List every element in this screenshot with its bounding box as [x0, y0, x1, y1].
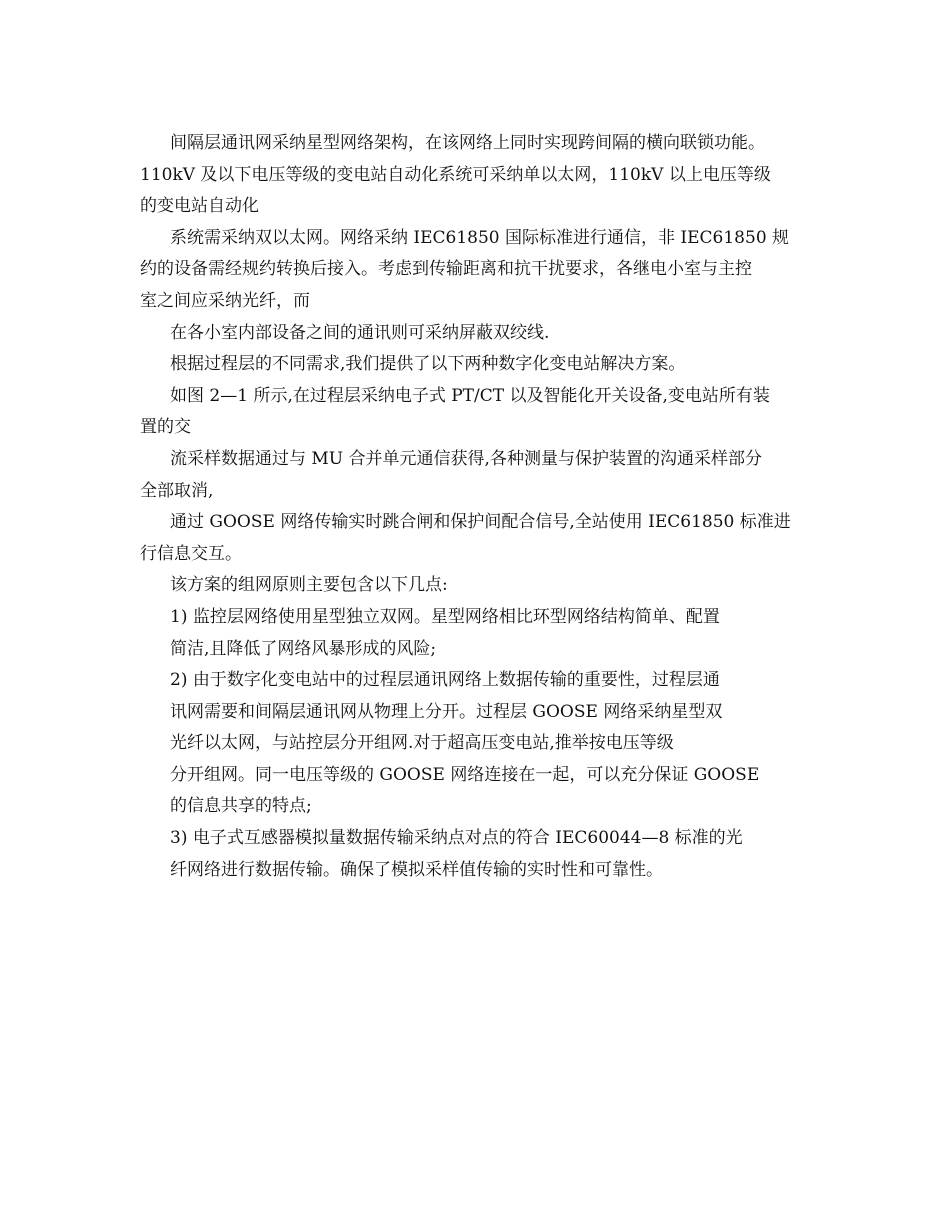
text-line: 根据过程层的不同需求,我们提供了以下两种数字化变电站解决方案。: [170, 354, 686, 375]
text-line: 简洁,且降低了网络风暴形成的风险;: [170, 638, 437, 659]
text-line: 的变电站自动化: [140, 196, 259, 217]
text-line: 110kV 及以下电压等级的变电站自动化系统可采纳单以太网，110kV 以上电压等级: [140, 164, 771, 185]
text-line: 2) 由于数字化变电站中的过程层通讯网络上数据传输的重要性，过程层通: [170, 670, 720, 691]
text-line: 流采样数据通过与 MU 合并单元通信获得,各种测量与保护装置的沟通采样部分: [170, 448, 762, 469]
text-line: 光纤以太网，与站控层分开组网.对于超高压变电站,推举按电压等级: [170, 733, 674, 754]
text-line: 置的交: [140, 417, 191, 438]
text-line: 纤网络进行数据传输。确保了模拟采样值传输的实时性和可靠性。: [170, 859, 663, 880]
text-line: 间隔层通讯网采纳星型网络架构，在该网络上同时实现跨间隔的横向联锁功能。: [170, 133, 765, 153]
text-line: 该方案的组网原则主要包含以下几点:: [170, 575, 448, 596]
text-line: 3) 电子式互感器模拟量数据传输采纳点对点的符合 IEC60044—8 标准的光: [170, 828, 743, 849]
text-line: 的信息共享的特点;: [170, 796, 312, 817]
text-line: 系统需采纳双以太网。网络采纳 IEC61850 国际标准进行通信，非 IEC61850 规: [170, 227, 790, 248]
text-line: 室之间应采纳光纤，而: [140, 290, 310, 311]
text-line: 如图 2—1 所示,在过程层采纳电子式 PT/CT 以及智能化开关设备,变电站所有装: [170, 385, 770, 406]
text-line: 通过 GOOSE 网络传输实时跳合闸和保护间配合信号,全站使用 IEC61850 标准进: [170, 512, 791, 533]
text-line: 约的设备需经规约转换后接入。考虑到传输距离和抗干扰要求，各继电小室与主控: [140, 259, 752, 280]
text-line: 全部取消,: [140, 480, 214, 501]
document-body: [140, 128, 812, 886]
text-line: 1) 监控层网络使用星型独立双网。星型网络相比环型网络结构简单、配置: [170, 606, 720, 627]
text-line: 分开组网。同一电压等级的 GOOSE 网络连接在一起，可以充分保证 GOOSE: [170, 764, 760, 785]
text-line: 在各小室内部设备之间的通讯则可采纳屏蔽双绞线.: [170, 322, 550, 343]
text-line: 行信息交互。: [140, 543, 242, 564]
text-line: 讯网需要和间隔层通讯网从物理上分开。过程层 GOOSE 网络采纳星型双: [170, 701, 723, 722]
